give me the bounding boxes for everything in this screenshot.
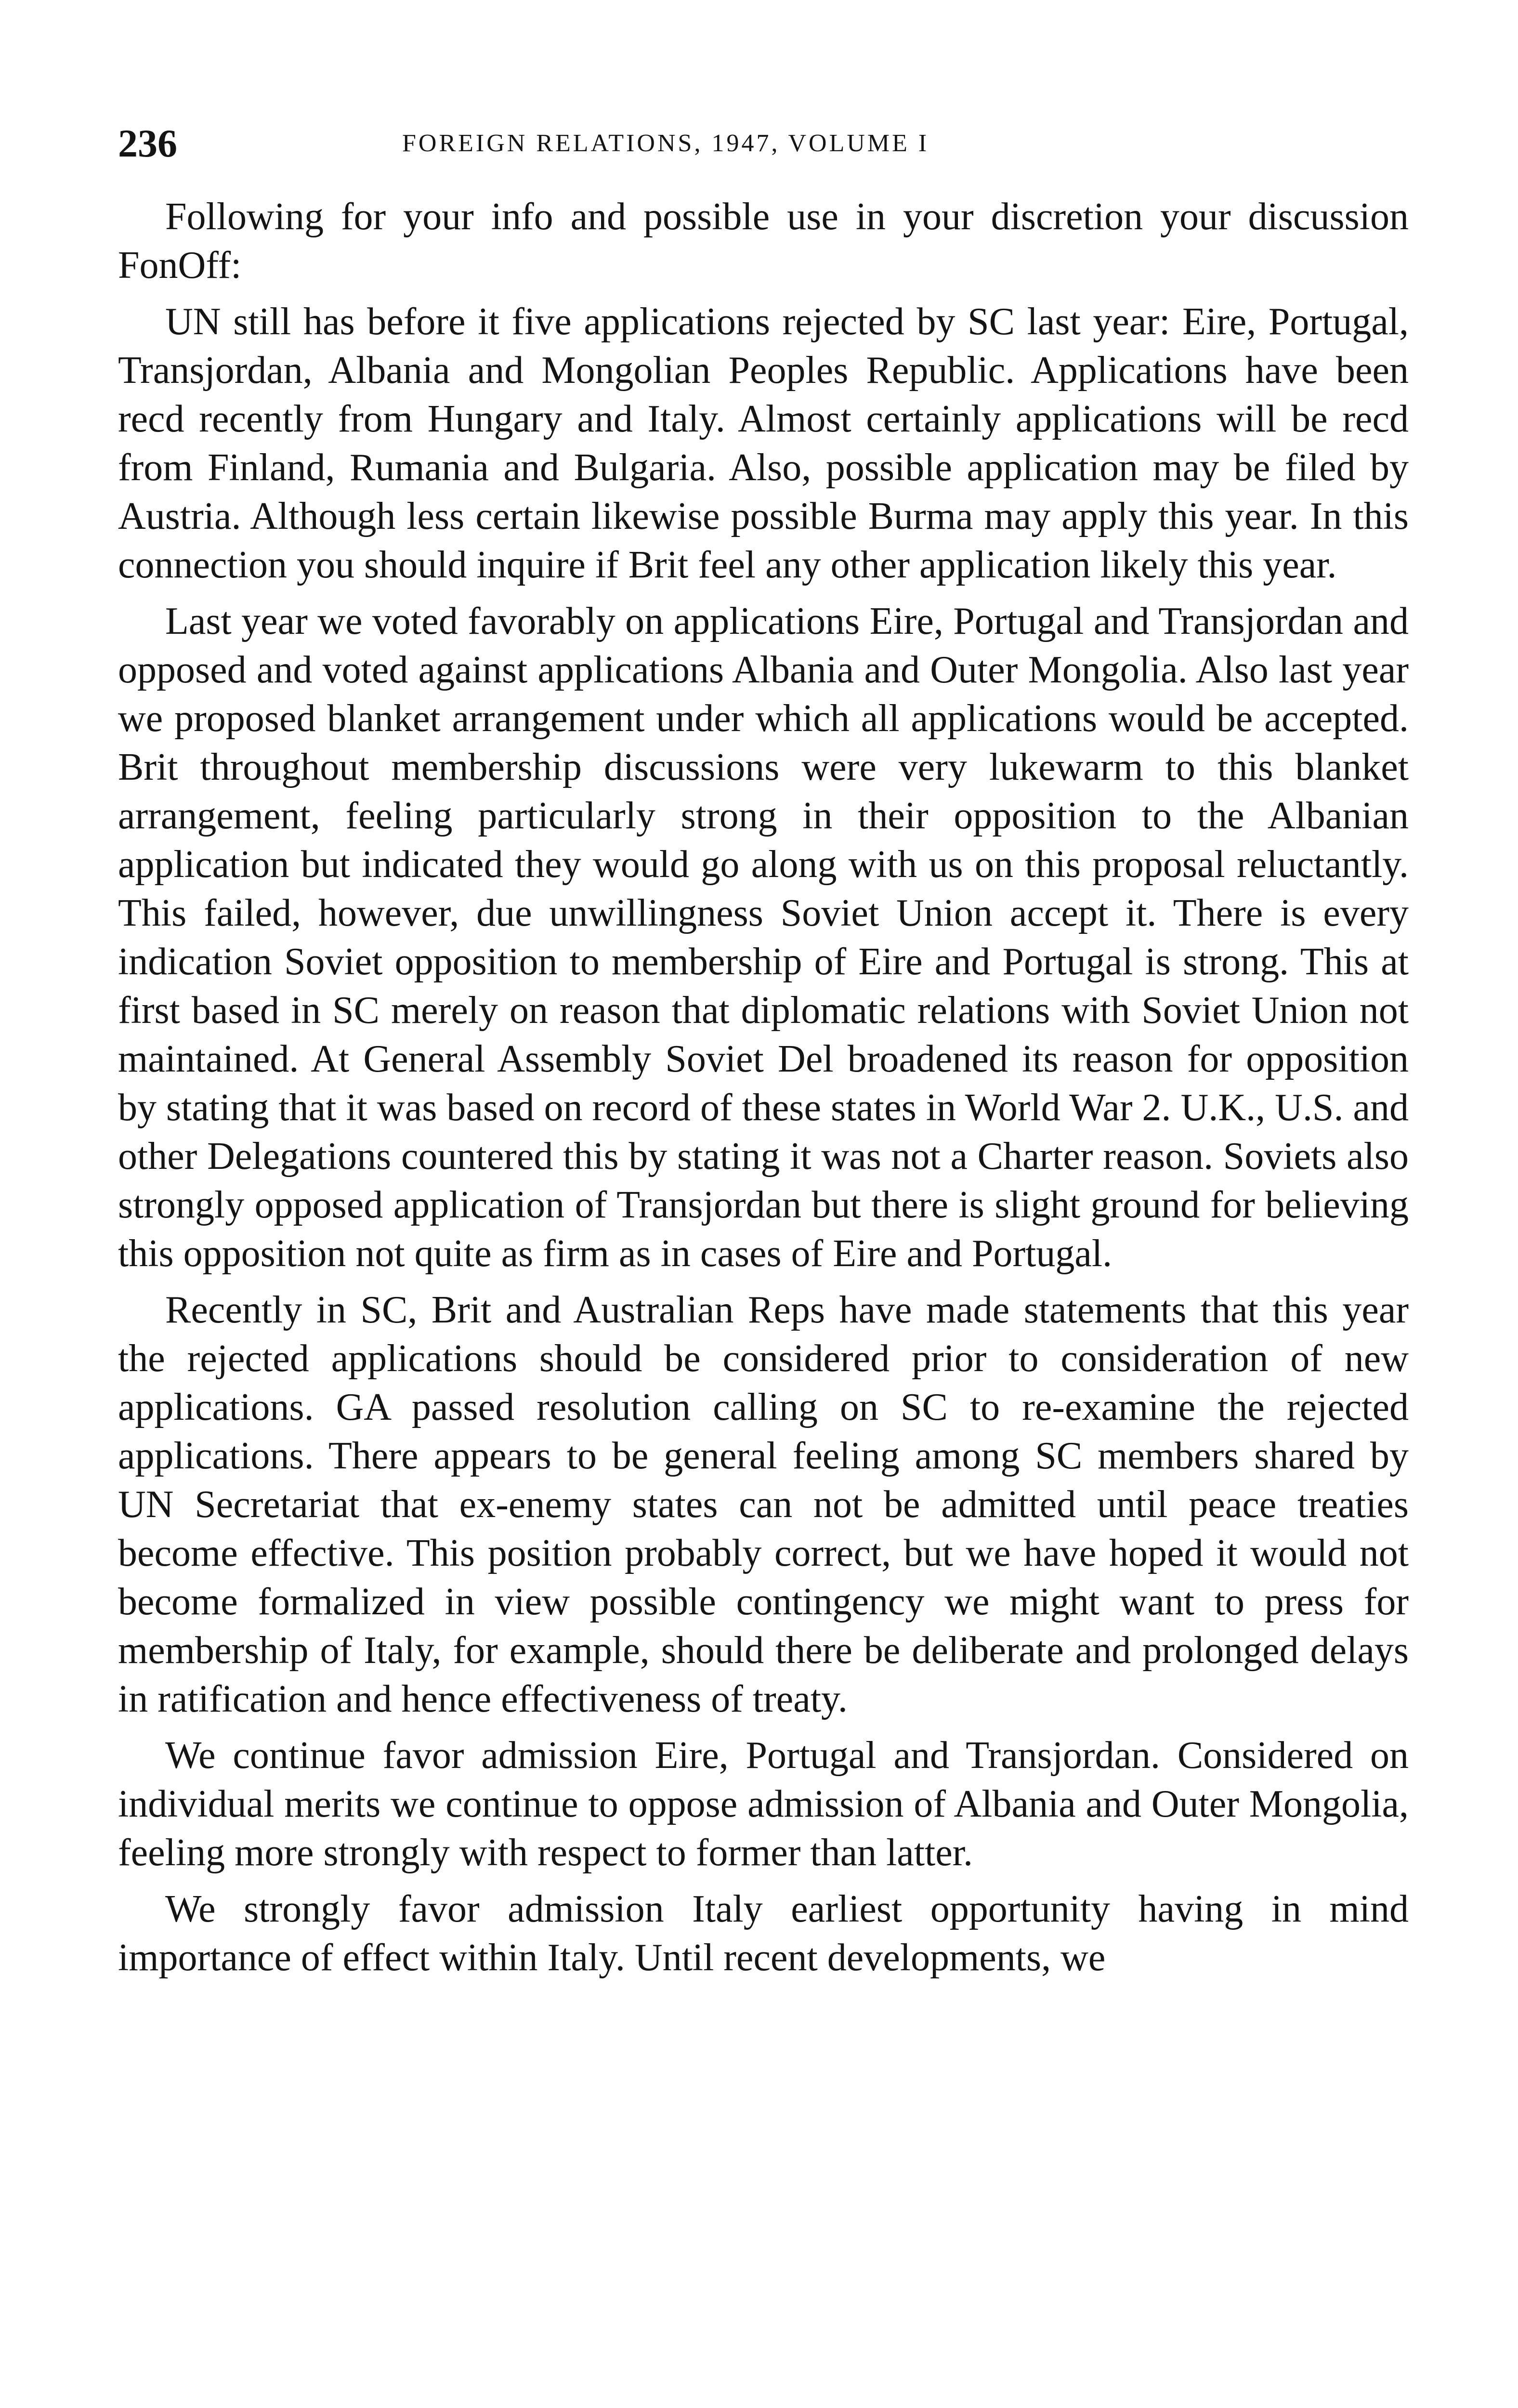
paragraph-sc-statements: Recently in SC, Brit and Australian Reps have made statements that this year the rejected applications should be considered prior to consideration of new applications. GA passed resolution calling on SC to re-examine the rejected applications. There appears to be general feeling among SC members shared by UN Secretariat that ex-enemy states can not be admitted until peace treaties become effective. This position probably correct, but we have hoped it would not become formalized in view possible contingency we might want to press for membership of Italy, for example, should there be deliberate and prolonged delays in ratification and hence effectiveness of treaty. bbox=[118, 1289, 1409, 1720]
body-text bbox=[118, 193, 1409, 1990]
paragraph-applications: UN still has before it five applications rejected by SC last year: Eire, Portugal, Transjordan, Albania and Mongolian Peoples Republic. Applications have been recd recently from Hungary and Italy. Almost certainly applications will be recd from Finland, Rumania and Bulgaria. Also, possible application may be filed by Austria. Although less certain likewise possible Burma may apply this year. In this connection you should inquire if Brit feel any other application likely this year. bbox=[118, 301, 1409, 586]
paragraph-italy: We strongly favor admission Italy earliest opportunity having in mind importance of effect within Italy. Until recent developments, we bbox=[118, 1888, 1409, 1979]
paragraph-last-year-votes: Last year we voted favorably on applications Eire, Portugal and Transjordan and opposed and voted against applications Albania and Outer Mongolia. Also last year we proposed blanket arrangement under which all applications would be accepted. Brit throughout membership discussions were very lukewarm to this blanket arrangement, feeling particularly strong in their opposition to the Albanian application but indicated they would go along with us on this proposal reluctantly. This failed, however, due unwillingness Soviet Union accept it. There is every indication Soviet opposition to membership of Eire and Portugal is strong. This at first based in SC merely on reason that diplomatic relations with Soviet Union not maintained. At General Assembly Soviet Del broadened its reason for opposition by stating that it was based on record of these states in World War 2. U.K., U.S. and other Delegations countered this by stating it was not a Charter reason. Soviets also strongly opposed application of Transjordan but there is slight ground for believing this opposition not quite as firm as in cases of Eire and Portugal. bbox=[118, 600, 1409, 1275]
running-header bbox=[118, 115, 1409, 172]
paragraph-continue-favor: We continue favor admission Eire, Portugal and Transjordan. Considered on individual merits we continue to oppose admission of Albania and Outer Mongolia, feeling more strongly with respect to former than latter. bbox=[118, 1734, 1409, 1874]
running-title: FOREIGN RELATIONS, 1947, VOLUME I bbox=[402, 130, 929, 157]
page-number: 236 bbox=[118, 121, 177, 165]
paragraph-intro: Following for your info and possible use in your discretion your discussion FonOff: bbox=[118, 196, 1409, 287]
